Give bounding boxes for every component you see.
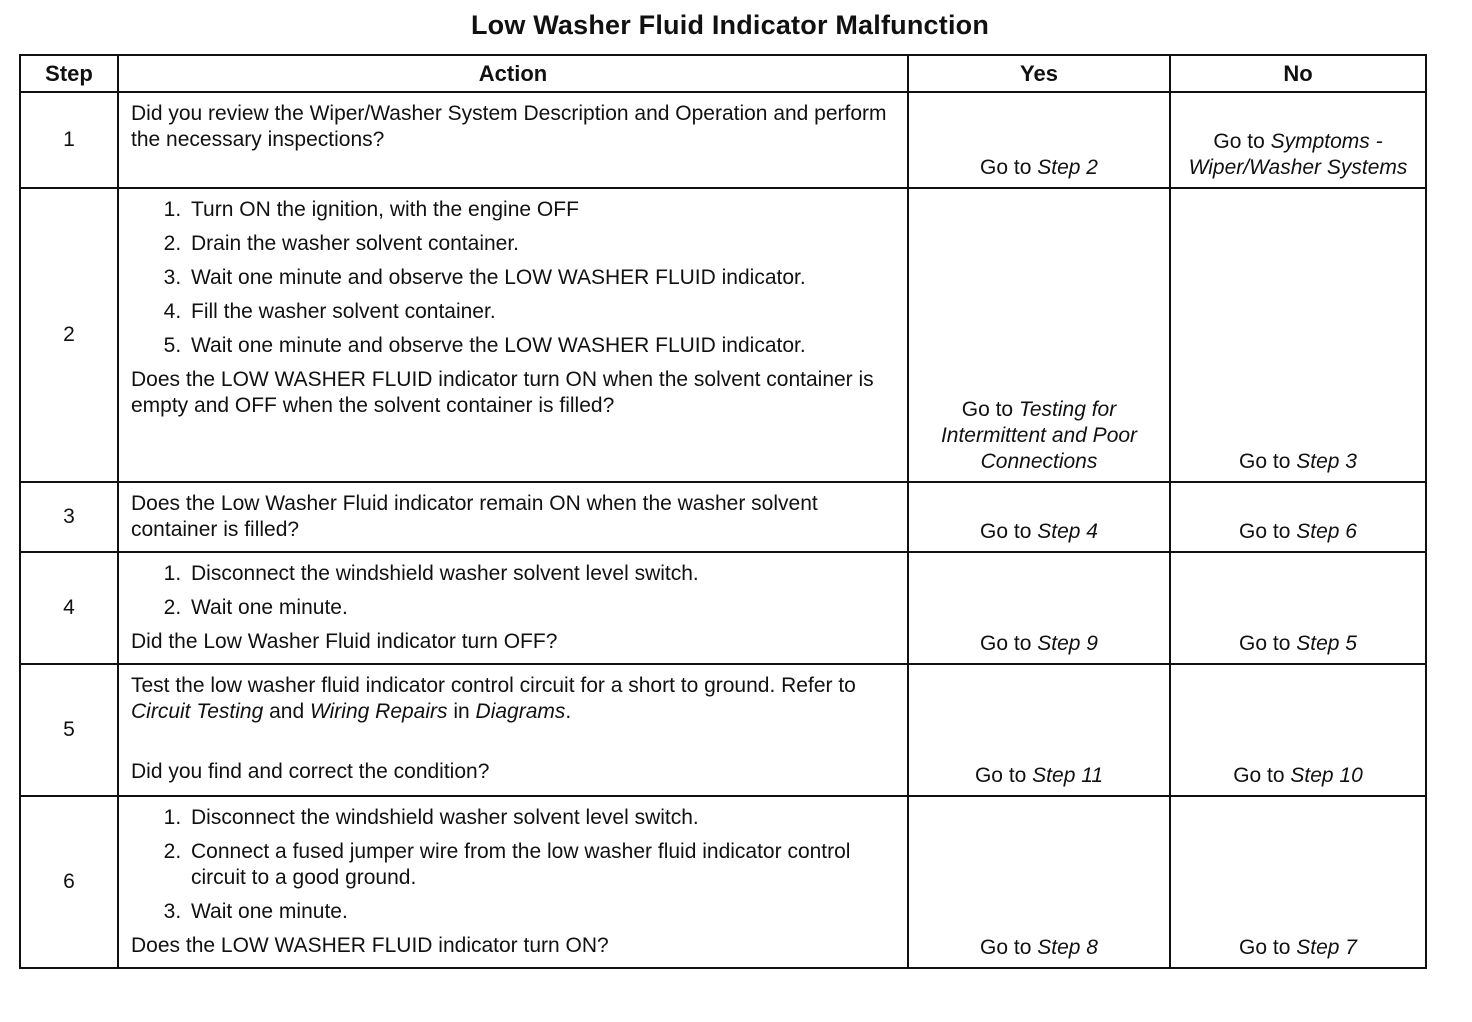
instruction-part: and — [263, 700, 310, 723]
instruction-part: . — [565, 700, 572, 723]
no-target: Symptoms - Wiper/Washer Systems — [1188, 130, 1408, 179]
reference-circuit-testing: Circuit Testing — [131, 700, 264, 723]
no-target: Step 3 — [1296, 450, 1357, 473]
yes-prefix: Go to — [980, 632, 1038, 655]
instruction-text — [131, 673, 895, 725]
yes-cell — [908, 664, 1170, 796]
no-prefix: Go to — [1239, 450, 1297, 473]
yes-cell — [908, 92, 1170, 188]
substep-list — [131, 561, 895, 621]
question-text: Does the LOW WASHER FLUID indicator turn ON? — [131, 934, 609, 957]
reference-wiring-repairs: Wiring Repairs — [310, 700, 448, 723]
yes-prefix: Go to — [961, 398, 1019, 421]
no-prefix: Go to — [1239, 936, 1297, 959]
table-row — [20, 552, 1426, 664]
header-step: Step — [20, 55, 118, 92]
yes-cell — [908, 188, 1170, 482]
table-row — [20, 796, 1426, 968]
no-target: Step 5 — [1296, 632, 1357, 655]
no-cell — [1170, 482, 1426, 552]
reference-diagrams: Diagrams — [475, 700, 566, 723]
header-row — [20, 55, 1426, 92]
table-row — [20, 664, 1426, 796]
diagnostic-table — [19, 54, 1427, 969]
page-title: Low Washer Fluid Indicator Malfunction — [470, 10, 990, 40]
action-cell — [118, 664, 908, 796]
substep: 2. Wait one minute. — [187, 595, 895, 621]
table-row — [20, 188, 1426, 482]
no-cell — [1170, 188, 1426, 482]
action-cell — [118, 482, 908, 552]
no-cell — [1170, 796, 1426, 968]
no-cell — [1170, 92, 1426, 188]
yes-prefix: Go to — [980, 156, 1038, 179]
step-number: 4 — [20, 552, 118, 664]
substep: 4. Fill the washer solvent container. — [187, 299, 895, 325]
question-text: Does the Low Washer Fluid indicator remain ON when the washer solvent container is filled? — [131, 492, 818, 541]
substep-list — [131, 197, 895, 359]
no-cell — [1170, 552, 1426, 664]
substep: 5. Wait one minute and observe the LOW WASHER FLUID indicator. — [187, 333, 895, 359]
substep: 1. Disconnect the windshield washer solvent level switch. — [187, 805, 895, 831]
yes-prefix: Go to — [980, 520, 1038, 543]
question-text: Does the LOW WASHER FLUID indicator turn ON when the solvent container is empty and OFF when the solvent container is filled? — [131, 368, 874, 417]
no-prefix: Go to — [1239, 632, 1297, 655]
instruction-part: in — [447, 700, 476, 723]
substep: 2. Drain the washer solvent container. — [187, 231, 895, 257]
substep: 3. Wait one minute and observe the LOW WASHER FLUID indicator. — [187, 265, 895, 291]
question-text: Did the Low Washer Fluid indicator turn OFF? — [131, 630, 558, 653]
substep: 1. Disconnect the windshield washer solvent level switch. — [187, 561, 895, 587]
table-row — [20, 482, 1426, 552]
yes-target: Step 2 — [1037, 156, 1098, 179]
header-action: Action — [118, 55, 908, 92]
yes-cell — [908, 796, 1170, 968]
action-cell — [118, 188, 908, 482]
substep: 2. Connect a fused jumper wire from the low washer fluid indicator control circuit to a good ground. — [187, 839, 895, 891]
substep: 1. Turn ON the ignition, with the engine OFF — [187, 197, 895, 223]
yes-target: Step 9 — [1037, 632, 1098, 655]
substep: 3. Wait one minute. — [187, 899, 895, 925]
step-number: 5 — [20, 664, 118, 796]
question-text: Did you review the Wiper/Washer System Description and Operation and perform the necessary inspections? — [131, 102, 887, 151]
no-cell — [1170, 664, 1426, 796]
step-number: 6 — [20, 796, 118, 968]
question-text: Did you find and correct the condition? — [131, 760, 490, 783]
no-prefix: Go to — [1239, 520, 1297, 543]
no-target: Step 7 — [1296, 936, 1357, 959]
action-cell — [118, 552, 908, 664]
yes-target: Step 8 — [1037, 936, 1098, 959]
yes-prefix: Go to — [980, 936, 1038, 959]
yes-cell — [908, 552, 1170, 664]
action-cell — [118, 92, 908, 188]
no-target: Step 6 — [1296, 520, 1357, 543]
substep-list — [131, 805, 895, 925]
yes-target: Step 11 — [1032, 764, 1104, 787]
yes-prefix: Go to — [974, 764, 1033, 787]
step-number: 1 — [20, 92, 118, 188]
no-target: Step 10 — [1290, 764, 1363, 787]
yes-target: Step 4 — [1037, 520, 1098, 543]
yes-cell — [908, 482, 1170, 552]
step-number: 3 — [20, 482, 118, 552]
yes-target: Testing for Intermittent and Poor Connections — [940, 398, 1138, 473]
header-yes: Yes — [908, 55, 1170, 92]
no-prefix: Go to — [1213, 130, 1271, 153]
table-row — [20, 92, 1426, 188]
action-cell — [118, 796, 908, 968]
step-number: 2 — [20, 188, 118, 482]
header-no: No — [1170, 55, 1426, 92]
instruction-part: Test the low washer fluid indicator control circuit for a short to ground. Refer to — [131, 674, 856, 697]
no-prefix: Go to — [1233, 764, 1291, 787]
